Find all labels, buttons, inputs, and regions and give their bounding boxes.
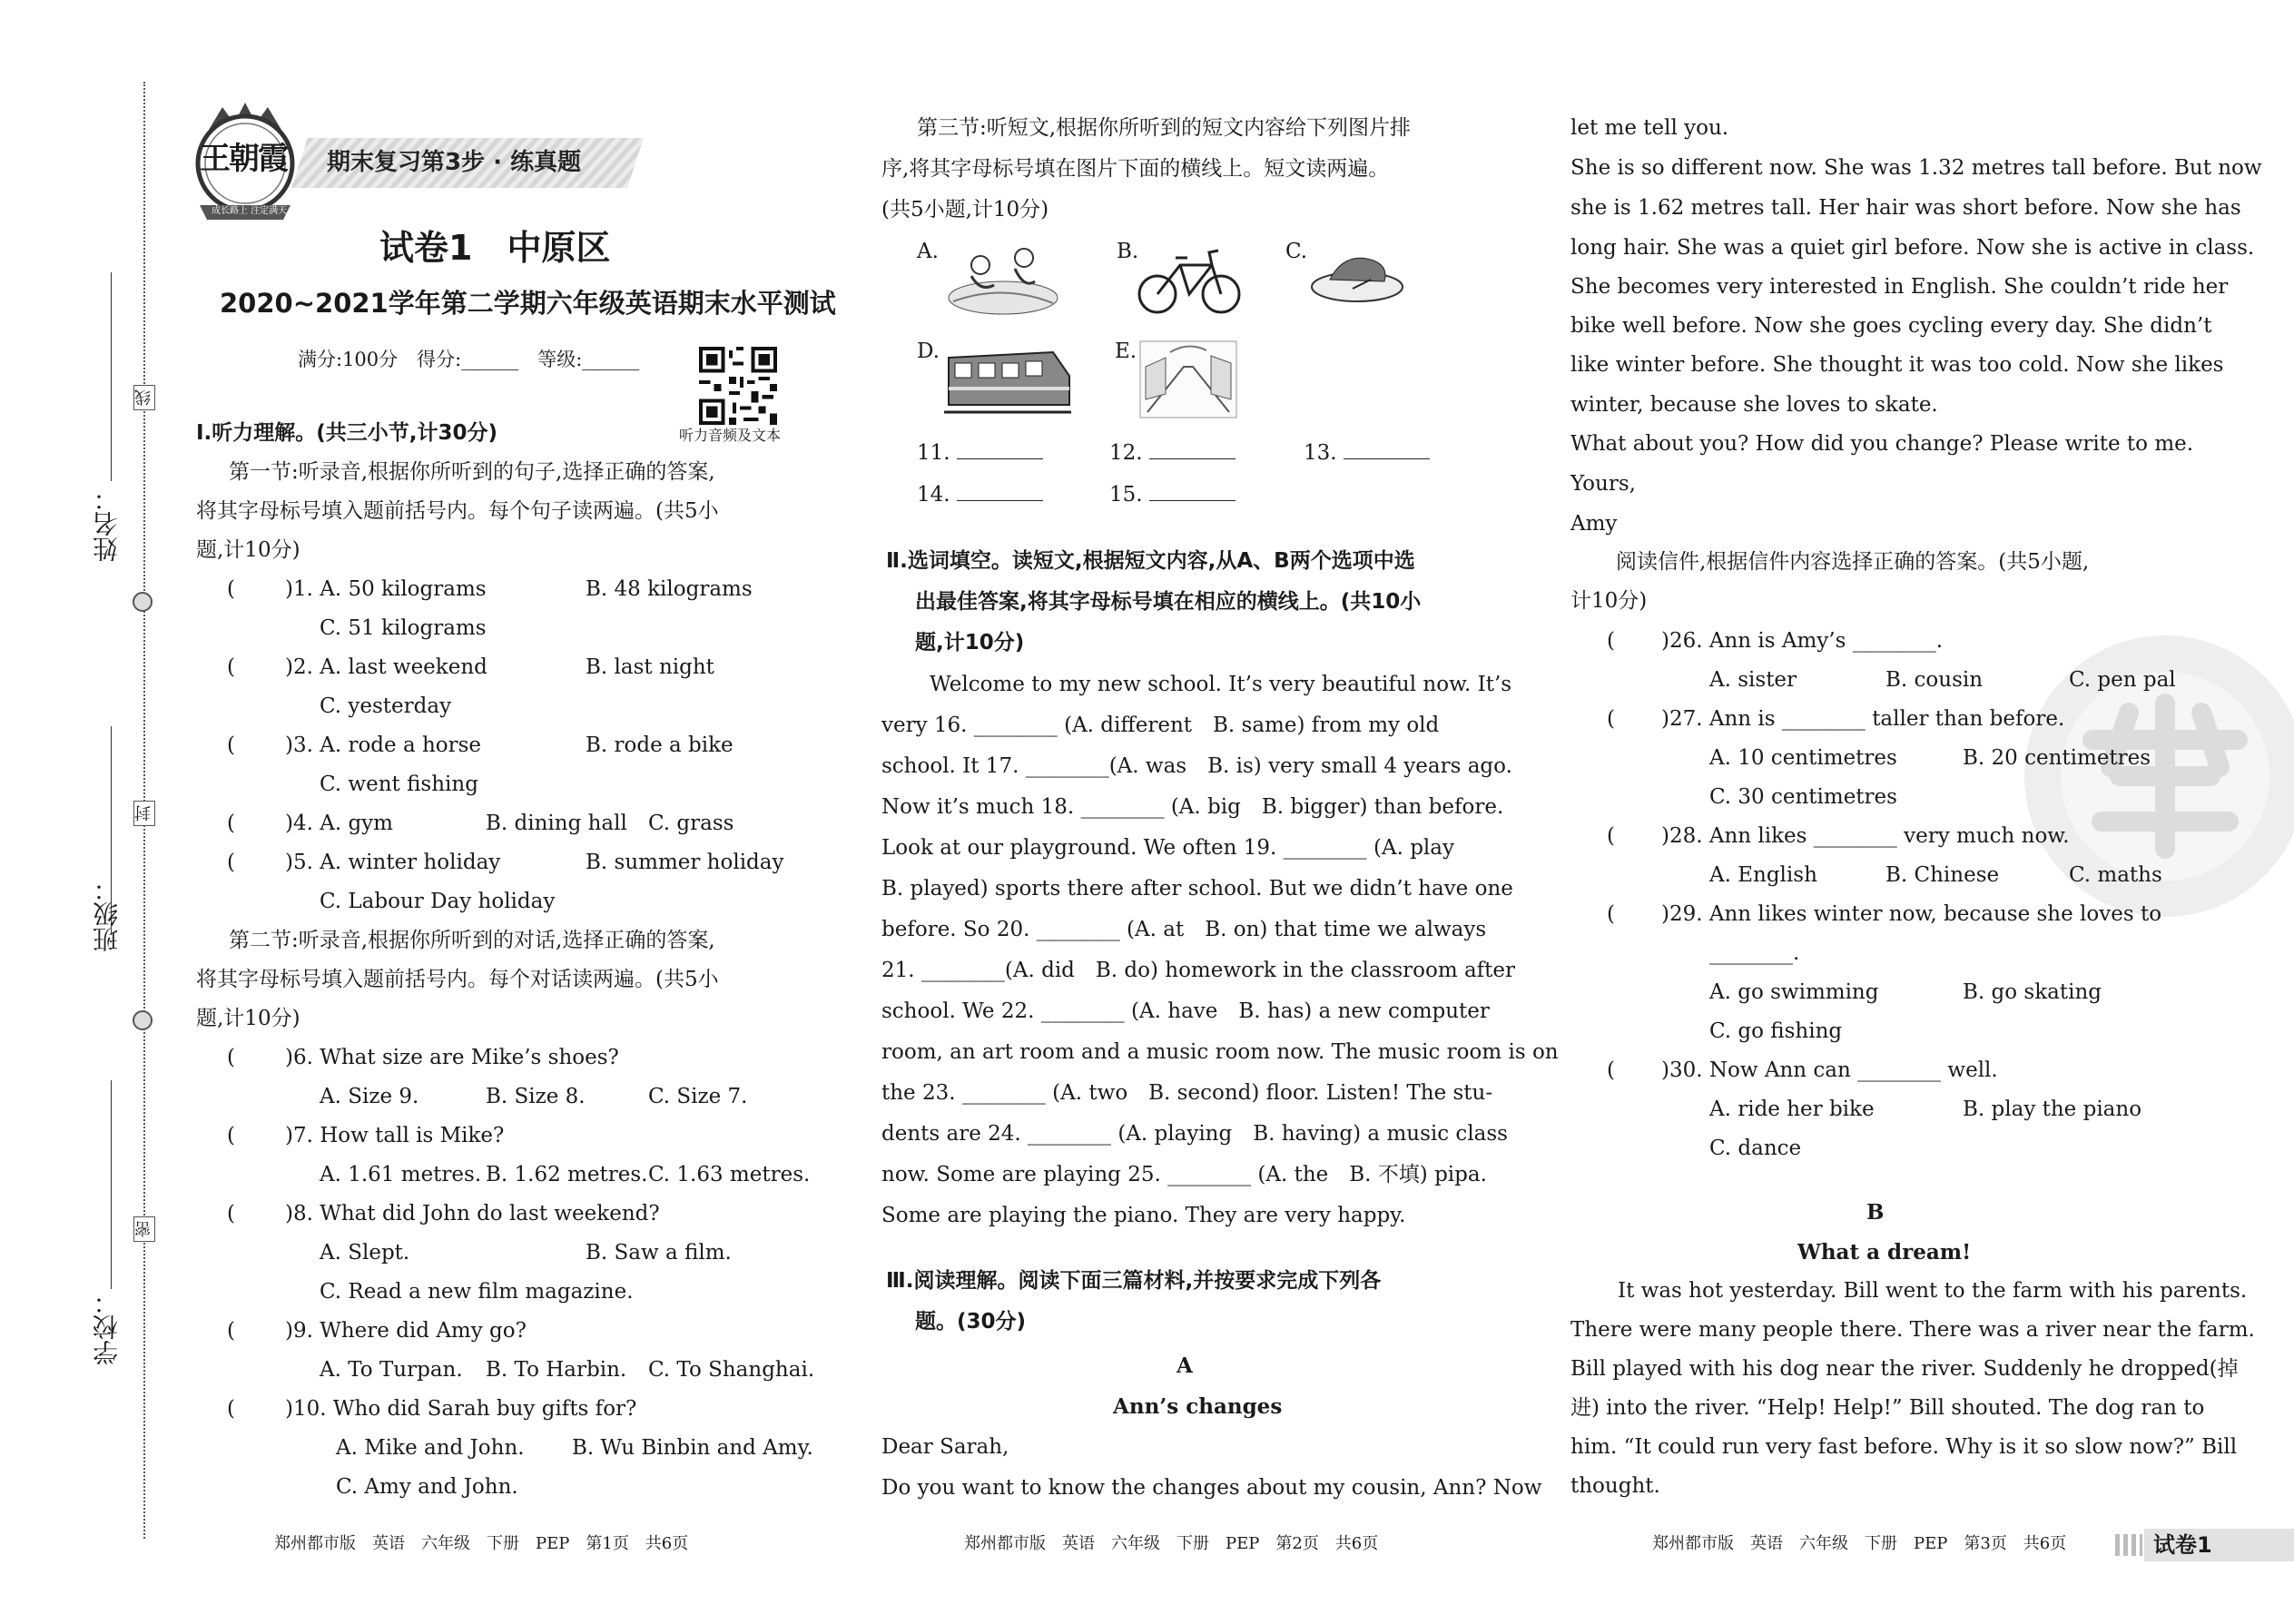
answer-paren[interactable]: ( — [227, 1124, 235, 1147]
answer-paren[interactable]: ( — [227, 1202, 235, 1225]
q4-option-b: B. dining hall — [486, 812, 627, 835]
q28-option-b: B. Chinese — [1885, 863, 2000, 887]
q10-stem: )10. Who did Sarah buy gifts for? — [285, 1397, 637, 1421]
q9-option-a: A. To Turpan. — [320, 1358, 463, 1382]
logo-motto: 成长路上 注定满天 — [212, 206, 288, 216]
reading-intro-line1: 阅读信件,根据信件内容选择正确的答案。(共5小题, — [1616, 550, 2090, 574]
answer-15[interactable]: 15. — [1109, 485, 1236, 506]
class-label: 班级： — [92, 876, 122, 952]
picture-label-e: E. — [1115, 340, 1137, 363]
letter-salutation: Dear Sarah, — [881, 1435, 1009, 1459]
answer-paren[interactable]: ( — [227, 851, 235, 874]
part3-intro-line1: 第三节:听短文,根据你所听到的短文内容给下列图片排 — [917, 116, 1412, 140]
paper-title: 试卷1 中原区 — [379, 228, 611, 268]
q5-option-c: C. Labour Day holiday — [320, 890, 556, 913]
q3-option-a: )3. A. rode a horse — [285, 733, 482, 757]
cloze-line: the 23. ________ (A. two B. second) floor. Listen! The stu- — [881, 1081, 1493, 1105]
q30-stem: )30. Now Ann can ________ well. — [1661, 1058, 1998, 1082]
q28-stem: )28. Ann likes ________ very much now. — [1661, 824, 2070, 848]
part2-intro-line3: 题,计10分) — [196, 1007, 300, 1030]
q28-option-a: A. English — [1709, 863, 1817, 887]
answer-paren[interactable]: ( — [227, 655, 235, 679]
cloze-line: school. We 22. ________ (A. have B. has) a new computer — [881, 999, 1490, 1023]
cloze-line: room, an art room and a music room now. The music room is on — [881, 1040, 1559, 1064]
section2-title-line2: 出最佳答案,将其字母标号填在相应的横线上。(共10小 — [915, 590, 1422, 614]
q9-option-c: C. To Shanghai. — [648, 1358, 815, 1382]
letter-line: she is 1.62 metres tall. Her hair was short before. Now she has — [1570, 196, 2241, 220]
story-line: him. “It could run very fast before. Why is it so slow now?” Bill — [1570, 1435, 2238, 1459]
q8-stem: )8. What did John do last weekend? — [285, 1202, 660, 1225]
q26-option-b: B. cousin — [1885, 668, 1984, 692]
letter-line: She is so different now. She was 1.32 metres tall before. But now — [1570, 156, 2262, 180]
q29-option-a: A. go swimming — [1709, 980, 1879, 1004]
cloze-line: Welcome to my new school. It’s very beautiful now. It’s — [930, 673, 1512, 696]
q4-option-a: )4. A. gym — [285, 812, 393, 835]
section3-title-line1: Ⅲ.阅读理解。阅读下面三篇材料,并按要求完成下列各 — [886, 1269, 1382, 1293]
part1-intro-line2: 将其字母标号填入题前括号内。每个句子读两遍。(共5小 — [196, 499, 719, 523]
section2-title-line3: 题,计10分) — [915, 631, 1025, 655]
qr-code-icon — [699, 347, 777, 425]
q6-option-c: C. Size 7. — [648, 1085, 748, 1108]
q28-option-c: C. maths — [2069, 863, 2162, 887]
q1-option-c: C. 51 kilograms — [320, 616, 487, 640]
q3-option-c: C. went fishing — [320, 773, 478, 796]
review-banner: 期末复习第3步 · 练真题 — [327, 149, 582, 176]
tab-pattern-icon — [2115, 1534, 2142, 1556]
letter-signature: Amy — [1570, 512, 1618, 536]
cloze-line: Now it’s much 18. ________ (A. big B. bigger) than before. — [881, 795, 1504, 819]
q30-option-c: C. dance — [1709, 1137, 1802, 1160]
q8-option-b: B. Saw a film. — [586, 1241, 732, 1265]
cloze-line: now. Some are playing 25. ________ (A. the B. 不填) pipa. — [881, 1163, 1487, 1186]
answer-13[interactable]: 13. — [1304, 443, 1430, 464]
cloze-line: dents are 24. ________ (A. playing B. having) a music class — [881, 1122, 1508, 1146]
q8-option-c: C. Read a new film magazine. — [320, 1280, 634, 1304]
q3-option-b: B. rode a bike — [586, 733, 733, 757]
q1-option-a: )1. A. 50 kilograms — [285, 577, 487, 601]
q7-option-b: B. 1.62 metres. — [486, 1163, 648, 1186]
story-line: 进) into the river. “Help! Help!” Bill shouted. The dog ran to — [1570, 1396, 2205, 1420]
part3-intro-line3: (共5小题,计10分) — [881, 198, 1049, 221]
passage-b-title: What a dream! — [1797, 1240, 1972, 1265]
answer-12[interactable]: 12. — [1109, 443, 1236, 464]
answer-paren[interactable]: ( — [227, 577, 235, 601]
score-line: 满分:100分 得分:______ 等级:______ — [298, 349, 640, 370]
bicycle-icon — [1135, 238, 1244, 318]
cloze-line: B. played) sports there after school. But we didn’t have one — [881, 877, 1513, 901]
street-scene-icon — [1138, 340, 1238, 419]
letter-line: What about you? How did you change? Please write to me. — [1570, 432, 2194, 456]
answer-paren[interactable]: ( — [1607, 1058, 1615, 1082]
answer-paren[interactable]: ( — [1607, 707, 1615, 731]
q8-option-a: A. Slept. — [320, 1241, 410, 1265]
q27-option-a: A. 10 centimetres — [1709, 746, 1897, 770]
story-line: It was hot yesterday. Bill went to the farm with his parents. — [1618, 1279, 2248, 1303]
page3-footer: 郑州都市版 英语 六年级 下册 PEP 第3页 共6页 — [1652, 1534, 2067, 1553]
cloze-line: 21. ________(A. did B. do) homework in the classroom after — [881, 959, 1516, 982]
cloze-line: very 16. ________ (A. different B. same) from my old — [881, 714, 1440, 737]
story-line: thought. — [1570, 1474, 1660, 1498]
q30-option-a: A. ride her bike — [1709, 1097, 1875, 1121]
answer-paren[interactable]: ( — [227, 733, 235, 757]
q10-option-a: A. Mike and John. — [336, 1436, 525, 1460]
section2-title-line1: Ⅱ.选词填空。读短文,根据短文内容,从A、B两个选项中选 — [886, 549, 1415, 573]
part1-intro-line1: 第一节:听录音,根据你所听到的句子,选择正确的答案, — [229, 460, 715, 484]
letter-line: like winter before. She thought it was too cold. Now she likes — [1570, 353, 2224, 377]
cloze-line: school. It 17. ________(A. was B. is) very small 4 years ago. — [881, 754, 1512, 778]
q1-option-b: B. 48 kilograms — [586, 577, 753, 601]
q7-option-c: C. 1.63 metres. — [648, 1163, 811, 1186]
q5-option-a: )5. A. winter holiday — [285, 851, 501, 874]
letter-line: let me tell you. — [1570, 116, 1729, 140]
story-line: There were many people there. There was a river near the farm. — [1570, 1318, 2255, 1342]
section3-title-line2: 题。(30分) — [915, 1310, 1027, 1334]
page2-footer: 郑州都市版 英语 六年级 下册 PEP 第2页 共6页 — [964, 1534, 1379, 1553]
letter-line: Do you want to know the changes about my cousin, Ann? Now — [881, 1476, 1542, 1500]
q7-option-a: A. 1.61 metres. — [320, 1163, 482, 1186]
q9-stem: )9. Where did Amy go? — [285, 1319, 527, 1343]
q29-stem-cont: ________. — [1709, 941, 1800, 965]
binding-hole-icon — [133, 1010, 153, 1030]
answer-paren[interactable]: ( — [1607, 902, 1615, 926]
page1-footer: 郑州都市版 英语 六年级 下册 PEP 第1页 共6页 — [274, 1534, 689, 1553]
food-plate-icon — [1307, 243, 1407, 307]
passage-b-label: B — [1866, 1200, 1885, 1225]
letter-line: bike well before. Now she goes cycling every day. She didn’t — [1570, 314, 2212, 338]
binding-hole-icon — [133, 592, 153, 612]
answer-paren[interactable]: ( — [227, 1319, 235, 1343]
q10-option-c: C. Amy and John. — [336, 1475, 518, 1499]
letter-closing: Yours, — [1570, 472, 1636, 496]
exam-subtitle: 2020~2021学年第二学期六年级英语期末水平测试 — [220, 288, 836, 319]
kids-playing-icon — [944, 238, 1062, 318]
q26-option-a: A. sister — [1709, 668, 1797, 692]
q27-option-c: C. 30 centimetres — [1709, 785, 1897, 809]
q6-option-a: A. Size 9. — [320, 1085, 419, 1108]
answer-paren[interactable]: ( — [227, 1046, 235, 1069]
answer-paren[interactable]: ( — [227, 1397, 235, 1421]
q2-option-b: B. last night — [586, 655, 714, 679]
passage-a-label: A — [1177, 1353, 1193, 1378]
part2-intro-line1: 第二节:听录音,根据你所听到的对话,选择正确的答案, — [229, 929, 715, 952]
seal-char-xian: 线 — [133, 385, 155, 410]
paper-tab-label: 试卷1 — [2153, 1532, 2212, 1558]
q10-option-b: B. Wu Binbin and Amy. — [572, 1436, 813, 1460]
seal-char-feng: 封 — [133, 801, 155, 826]
part2-intro-line2: 将其字母标号填入题前括号内。每个对话读两遍。(共5小 — [196, 968, 719, 991]
q29-option-b: B. go skating — [1963, 980, 2102, 1004]
q2-option-a: )2. A. last weekend — [285, 655, 487, 679]
q6-option-b: B. Size 8. — [486, 1085, 586, 1108]
school-label: 学校： — [92, 1289, 122, 1365]
cloze-line: Look at our playground. We often 19. ________ (A. play — [881, 836, 1454, 860]
answer-paren[interactable]: ( — [1607, 824, 1615, 848]
picture-label-d: D. — [917, 340, 940, 363]
part1-intro-line3: 题,计10分) — [196, 538, 300, 562]
q5-option-b: B. summer holiday — [586, 851, 784, 874]
cloze-line: before. So 20. ________ (A. at B. on) that time we always — [881, 918, 1487, 941]
answer-14[interactable]: 14. — [917, 485, 1043, 506]
section1-title: Ⅰ.听力理解。(共三小节,计30分) — [196, 421, 498, 445]
q27-stem: )27. Ann is ________ taller than before. — [1661, 707, 2065, 731]
qr-caption: 听力音频及文本 — [679, 427, 782, 444]
part3-intro-line2: 序,将其字母标号填在图片下面的横线上。短文读两遍。 — [881, 157, 1390, 181]
q4-option-c: C. grass — [648, 812, 734, 835]
picture-label-a: A. — [917, 240, 939, 263]
picture-label-b: B. — [1117, 240, 1139, 263]
school-blank-line — [111, 1080, 112, 1289]
q9-option-b: B. To Harbin. — [486, 1358, 627, 1382]
letter-line: long hair. She was a quiet girl before. Now she is active in class. — [1570, 236, 2255, 260]
q2-option-c: C. yesterday — [320, 694, 452, 718]
answer-11[interactable]: 11. — [917, 443, 1043, 464]
answer-paren[interactable]: ( — [1607, 629, 1615, 653]
brand-logo — [182, 98, 309, 225]
cloze-line: Some are playing the piano. They are very happy. — [881, 1204, 1406, 1227]
answer-paren[interactable]: ( — [227, 812, 235, 835]
passage-a-title: Ann’s changes — [1113, 1394, 1283, 1419]
q29-option-c: C. go fishing — [1709, 1019, 1843, 1043]
q29-stem: )29. Ann likes winter now, because she loves to — [1661, 902, 2162, 926]
train-icon — [944, 340, 1071, 421]
reading-intro-line2: 计10分) — [1570, 589, 1648, 613]
letter-line: She becomes very interested in English. She couldn’t ride her — [1570, 275, 2229, 299]
name-label: 姓名： — [92, 486, 122, 562]
name-blank-line — [111, 272, 112, 481]
story-line: Bill played with his dog near the river. Suddenly he dropped(掉 — [1570, 1357, 2239, 1381]
q26-stem: )26. Ann is Amy’s ________. — [1661, 629, 1944, 653]
logo-text: 王朝霞 — [200, 141, 287, 177]
letter-line: winter, because she loves to skate. — [1570, 393, 1938, 417]
q27-option-b: B. 20 centimetres — [1963, 746, 2151, 770]
seal-char-mi: 密 — [133, 1216, 155, 1242]
q30-option-b: B. play the piano — [1963, 1097, 2142, 1121]
picture-label-c: C. — [1285, 240, 1308, 263]
q26-option-c: C. pen pal — [2069, 668, 2176, 692]
q6-stem: )6. What size are Mike’s shoes? — [285, 1046, 619, 1069]
q7-stem: )7. How tall is Mike? — [285, 1124, 505, 1147]
